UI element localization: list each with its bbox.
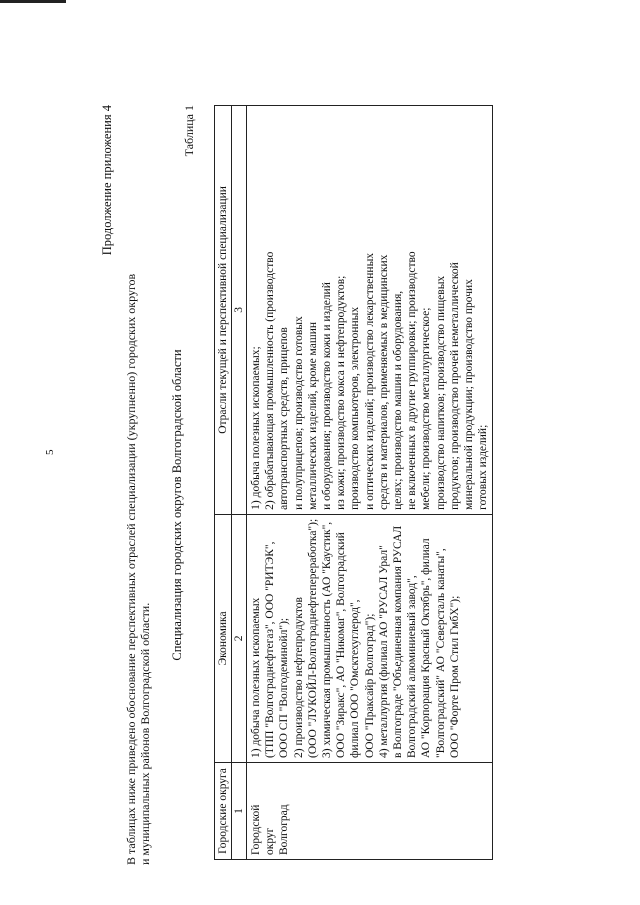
economy-line: ООО СП "Волгодеминойл"); [278, 617, 291, 758]
sectors-line: мебели; производство металлургическое; [420, 307, 433, 510]
sectors-line: продуктов; производство прочей неметаллической [448, 262, 461, 510]
sectors-line: автотранспортных средств, прицепов [278, 327, 291, 510]
sectors-cell [247, 106, 493, 515]
table-caption: Специализация городских округов Волгоградской области [170, 349, 184, 661]
intro-line-1: В таблицах ниже приведено обоснование перспективных отраслей специализации (укрупненно) городских округов [124, 273, 138, 865]
column-number-row [232, 106, 247, 860]
header-economy: Экономика [215, 514, 232, 762]
economy-line: АО "Корпорация Красный Октябрь", филиал [420, 538, 433, 758]
economy-line: (ТПП "Волгограднефтегаз", ООО "РИТЭК", [264, 541, 277, 758]
table-label: Таблица 1 [182, 105, 196, 157]
header-sectors: Отрасли текущей и перспективной специализации [215, 106, 232, 515]
sectors-line: целях; производство машин и оборудования, [392, 290, 405, 510]
sectors-line: 2) обрабатывающая промышленность (производство [264, 251, 277, 510]
sectors-line: металлических изделий, кроме машин [306, 321, 319, 510]
appendix-note: Продолжение приложения 4 [100, 105, 114, 256]
sectors-line: не включенных в другие группировки; производство [406, 251, 419, 510]
economy-line: 1) добыча полезных ископаемых [250, 597, 262, 758]
intro-line-2: и муниципальных районов Волгоградской области. [138, 602, 152, 865]
sectors-line: производство напитков; производство пищевых [434, 275, 447, 510]
economy-line: в Волгограде "Объединенная компания РУСАЛ [392, 525, 405, 758]
economy-line: ООО "Зиракс", АО "Никомаг", Волгоградский [335, 532, 348, 758]
district-line: Волгоград [278, 804, 291, 855]
page-number: 5 [44, 449, 56, 455]
sectors-line: из кожи; производство кокса и нефтепродуктов; [335, 275, 348, 510]
header-districts: Городские округа [215, 763, 232, 860]
specialization-table [214, 105, 493, 860]
sectors-line: минеральной продукции; производство прочих [463, 279, 476, 510]
economy-line: филиал ООО "Омсктехуглерод", [349, 599, 362, 758]
sectors-line: и полуприцепов; производство готовых [292, 316, 305, 510]
district-cell [247, 763, 493, 860]
sectors-line: производство компьютеров, электронных [349, 306, 362, 510]
economy-line: ООО "Праксайр Волгоград"); [363, 613, 376, 758]
column-number-3: 3 [232, 106, 247, 515]
sectors-line: 1) добыча полезных ископаемых; [250, 346, 262, 510]
district-line: округ [264, 827, 277, 855]
economy-cell [247, 514, 493, 762]
economy-line: Волгоградский алюминиевый завод", [406, 575, 419, 758]
sectors-line: и оптических изделий; производство лекарственных [363, 252, 376, 510]
economy-line: ООО "Форте Пром Стил ГмбХ"); [448, 595, 461, 758]
economy-line: 4) металлургия (филиал АО "РУСАЛ Урал" [377, 545, 390, 758]
table-row [247, 106, 493, 860]
economy-line: 2) производство нефтепродуктов [292, 597, 305, 758]
economy-line: "Волгоградский" АО "Северсталь канаты", [434, 548, 447, 758]
sectors-line: готовых изделий; [477, 424, 490, 510]
district-line: Городской [250, 804, 262, 855]
sectors-line: и оборудования; производство кожи и изделий [321, 282, 334, 510]
column-number-2: 2 [232, 514, 247, 762]
table-header-row [215, 106, 232, 860]
economy-line: 3) химическая промышленность (АО "Каустик", [321, 521, 334, 758]
column-number-1: 1 [232, 763, 247, 860]
sectors-line: средств и материалов, применяемых в медицинских [377, 254, 390, 510]
economy-line: (ООО "ЛУКОЙЛ-Волгограднефтепереработка"); [306, 518, 319, 758]
